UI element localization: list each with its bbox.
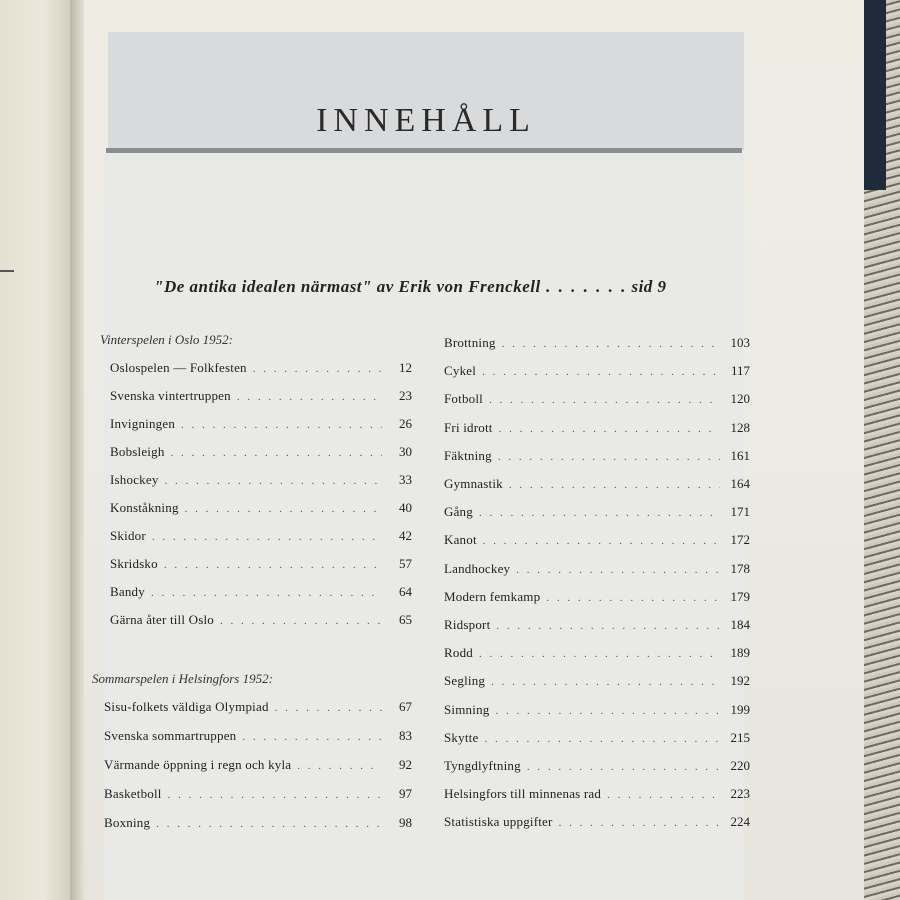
toc-entry	[110, 444, 412, 460]
toc-entry	[444, 420, 750, 436]
toc-entry	[110, 584, 412, 600]
toc-entry	[110, 556, 412, 572]
toc-entry-label: Konståkning	[110, 500, 179, 515]
toc-dot-leader	[484, 733, 720, 745]
page-title: INNEHÅLL	[316, 102, 536, 139]
toc-dot-leader	[496, 620, 720, 632]
toc-entry-label: Oslospelen — Folkfesten	[110, 360, 247, 375]
toc-entry	[444, 363, 750, 379]
toc-entry-page: 83	[399, 728, 412, 743]
toc-entry	[110, 416, 412, 432]
toc-entry-label: Rodd	[444, 645, 473, 661]
toc-dot-leader	[546, 592, 720, 604]
toc-entry	[104, 815, 412, 831]
toc-dot-leader	[483, 535, 720, 547]
toc-dot-leader	[237, 391, 382, 403]
toc-entry-label: Skridsko	[110, 556, 158, 571]
toc-dot-leader	[607, 789, 720, 801]
toc-entry	[444, 617, 750, 633]
toc-entry	[110, 388, 412, 404]
essay-leader: . . . . . . .	[545, 277, 627, 296]
toc-entry-page: 30	[399, 444, 412, 459]
essay-sid: sid	[631, 277, 653, 296]
toc-entry-label: Bobsleigh	[110, 444, 165, 459]
toc-entry	[444, 786, 750, 802]
toc-entry	[444, 730, 750, 746]
essay-entry	[154, 277, 714, 297]
toc-dot-leader	[499, 423, 720, 435]
toc-entry-page: 189	[730, 645, 750, 661]
toc-entry-page: 42	[399, 528, 412, 543]
toc-entry-label: Statistiska uppgifter	[444, 814, 553, 830]
toc-entry	[444, 702, 750, 718]
toc-dot-leader	[275, 702, 382, 714]
toc-entry-label: Kanot	[444, 532, 477, 548]
toc-entry-label: Skytte	[444, 729, 479, 745]
toc-dot-leader	[527, 761, 720, 773]
toc-entry-label: Fotboll	[444, 391, 483, 407]
toc-entry-page: 178	[730, 560, 750, 576]
essay-page: 9	[657, 277, 667, 296]
toc-entry-label: Ridsport	[444, 617, 491, 632]
toc-entry-label: Brottning	[444, 335, 496, 350]
toc-dot-leader	[482, 366, 720, 378]
toc-dot-leader	[156, 818, 382, 830]
toc-entry	[444, 335, 750, 351]
toc-entry-page: 40	[399, 500, 412, 515]
toc-entry-page: 120	[730, 391, 750, 407]
toc-entry	[444, 673, 750, 689]
toc-entry-page: 23	[399, 388, 412, 403]
toc-entry-label: Skidor	[110, 528, 146, 543]
toc-dot-leader	[516, 564, 720, 576]
toc-entry-page: 220	[730, 758, 750, 773]
toc-entry-page: 199	[730, 701, 750, 717]
toc-entry-page: 161	[730, 447, 750, 463]
toc-entry-page: 128	[730, 419, 750, 435]
toc-entry-label: Basketboll	[104, 786, 162, 801]
toc-entry-page: 172	[730, 532, 750, 548]
toc-entry	[444, 589, 750, 605]
toc-dot-leader	[489, 394, 720, 406]
toc-entry	[104, 757, 412, 773]
toc-dot-leader	[297, 760, 382, 772]
book-cover-edge	[862, 0, 886, 190]
toc-entry	[110, 360, 412, 376]
toc-entry-label: Svenska sommartruppen	[104, 728, 237, 743]
toc-entry-label: Gymnastik	[444, 476, 503, 491]
toc-entry-label: Modern femkamp	[444, 588, 541, 604]
toc-entry-label: Fri idrott	[444, 419, 493, 435]
toc-entry	[444, 391, 750, 407]
essay-author: Erik von Frenckell	[398, 277, 541, 296]
toc-entry	[110, 612, 412, 628]
toc-entry	[104, 786, 412, 802]
toc-entry-page: 184	[730, 617, 750, 632]
toc-entry-page: 67	[399, 699, 412, 714]
toc-entry	[104, 728, 412, 744]
winter-heading: Vinterspelen i Oslo 1952:	[100, 332, 233, 347]
toc-dot-leader	[491, 676, 720, 688]
toc-entry-label: Landhockey	[444, 560, 511, 576]
toc-entry-page: 224	[730, 814, 750, 830]
toc-entry-page: 33	[399, 472, 412, 487]
toc-entry-page: 171	[730, 504, 750, 520]
toc-dot-leader	[165, 475, 382, 487]
summer-heading: Sommarspelen i Helsingfors 1952:	[92, 671, 273, 686]
toc-entry-page: 12	[399, 360, 412, 375]
toc-dot-leader	[152, 531, 382, 543]
toc-entry-page: 179	[730, 588, 750, 604]
toc-entry	[444, 532, 750, 548]
toc-entry-page: 92	[399, 757, 412, 772]
toc-dot-leader	[242, 731, 382, 743]
toc-dot-leader	[181, 419, 382, 431]
toc-entry-page: 192	[730, 673, 750, 689]
toc-dot-leader	[502, 338, 720, 350]
toc-entry	[110, 528, 412, 544]
toc-entry-label: Helsingfors till minnenas rad	[444, 786, 602, 802]
toc-entry-label: Tyngdlyftning	[444, 758, 521, 773]
toc-entry-page: 117	[730, 363, 750, 379]
toc-entry-page: 164	[730, 476, 750, 491]
toc-dot-leader	[559, 817, 720, 829]
toc-entry-page: 57	[399, 556, 412, 571]
toc-entry-label: Fäktning	[444, 447, 492, 463]
toc-entry	[444, 758, 750, 774]
toc-entry	[104, 699, 412, 715]
essay-by: av	[376, 277, 394, 296]
toc-dot-leader	[168, 789, 382, 801]
toc-entry	[444, 476, 750, 492]
toc-dot-leader	[479, 507, 720, 519]
toc-dot-leader	[498, 451, 720, 463]
toc-entry-label: Boxning	[104, 815, 151, 830]
toc-entry-label: Invigningen	[110, 416, 176, 431]
toc-entry	[444, 814, 750, 830]
toc-dot-leader	[171, 447, 382, 459]
title-band	[108, 32, 744, 150]
toc-entry-label: Simning	[444, 701, 490, 717]
toc-entry-page: 103	[730, 335, 750, 350]
toc-entry	[444, 448, 750, 464]
toc-entry-page: 98	[399, 815, 412, 830]
toc-entry-label: Bandy	[110, 584, 145, 599]
toc-entry	[444, 504, 750, 520]
toc-entry-page: 215	[730, 729, 750, 745]
toc-dot-leader	[479, 648, 720, 660]
toc-dot-leader	[164, 559, 382, 571]
toc-entry-label: Värmande öppning i regn och kyla	[104, 757, 292, 772]
toc-entry-label: Sisu-folkets väldiga Olympiad	[104, 699, 269, 714]
toc-dot-leader	[495, 705, 720, 717]
toc-entry-label: Ishockey	[110, 472, 159, 487]
essay-title: "De antika idealen närmast"	[154, 277, 372, 296]
toc-entry-label: Cykel	[444, 363, 477, 379]
toc-entry-label: Segling	[444, 673, 486, 689]
page-edge-mark	[0, 270, 14, 272]
left-page	[0, 0, 78, 900]
toc-dot-leader	[151, 587, 382, 599]
toc-entry	[110, 472, 412, 488]
toc-dot-leader	[220, 615, 382, 627]
contents-page	[84, 0, 864, 900]
toc-entry-page: 65	[399, 612, 412, 627]
toc-entry	[444, 645, 750, 661]
toc-entry	[110, 500, 412, 516]
toc-entry-label: Gärna åter till Oslo	[110, 612, 214, 627]
toc-entry-label: Svenska vintertruppen	[110, 388, 231, 403]
toc-entry-page: 26	[399, 416, 412, 431]
toc-dot-leader	[509, 479, 720, 491]
toc-dot-leader	[253, 363, 382, 375]
toc-entry-page: 223	[730, 786, 750, 802]
toc-entry-label: Gång	[444, 504, 473, 520]
toc-entry-page: 97	[399, 786, 412, 801]
toc-entry	[444, 561, 750, 577]
toc-dot-leader	[185, 503, 382, 515]
toc-entry-page: 64	[399, 584, 412, 599]
